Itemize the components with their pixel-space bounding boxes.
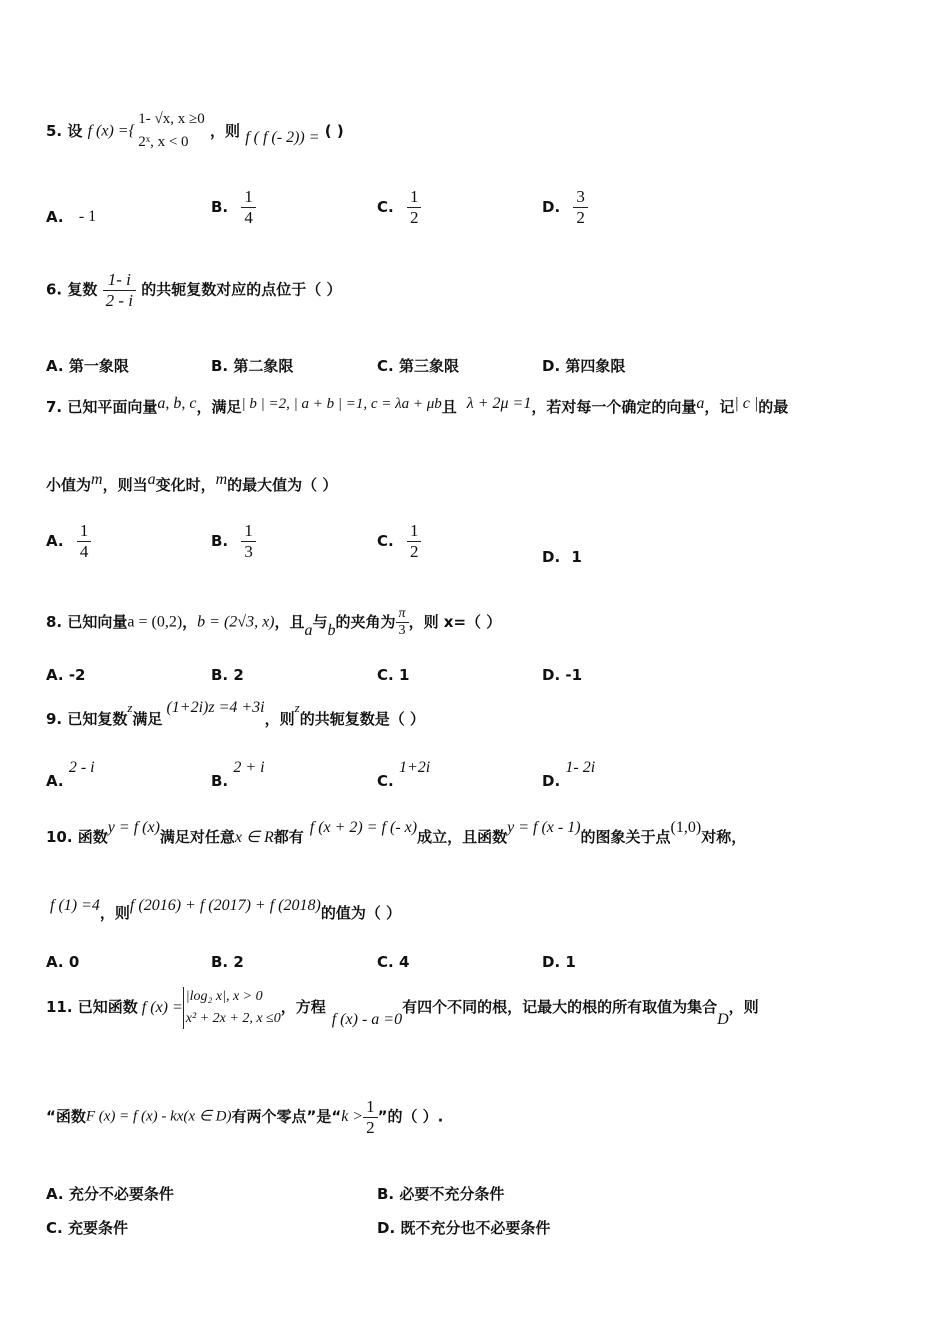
option-value: 2 - i — [68, 759, 95, 776]
option-label: B. — [211, 532, 229, 551]
q7-text-3: ，若对每一个确定的向量 — [531, 398, 697, 416]
fraction-numerator: 3 — [576, 187, 585, 206]
q8-var-a: a — [304, 622, 313, 640]
option-label: B. — [211, 357, 229, 375]
fraction-denominator: 2 — [573, 207, 588, 228]
q7-var-m: m — [91, 471, 103, 488]
q11-set-d: D — [717, 1011, 729, 1029]
q9-option-b[interactable] — [211, 758, 265, 790]
fraction-denominator: 3 — [241, 541, 256, 562]
q8-vector-b: b = (2√3, x) — [197, 613, 275, 631]
q11-piecewise — [186, 986, 281, 1029]
option-label: C. — [377, 532, 394, 551]
q11-k-fraction — [363, 1097, 378, 1137]
q11-function-F: F (x) = f (x) - kx(x ∈ D) — [85, 1108, 232, 1125]
q10-text-1: 满足对任意 — [159, 828, 235, 846]
option-text: 既不充分也不必要条件 — [400, 1219, 551, 1237]
q5-option-a[interactable] — [46, 207, 96, 226]
option-label: B. — [211, 666, 229, 684]
q9-var-z-2: z — [294, 700, 300, 715]
q7-option-b[interactable] — [211, 521, 256, 561]
q6-prefix: 6. 复数 — [46, 280, 98, 299]
q7-text-1: ，满足 — [196, 398, 242, 416]
q7-text-4: ，记 — [704, 398, 735, 416]
question-7-line-2 — [46, 472, 337, 493]
q6-fraction — [103, 270, 136, 310]
q9-text-2: ，则 — [264, 710, 295, 728]
q10-option-c[interactable] — [377, 953, 409, 971]
option-fraction — [573, 187, 588, 227]
q5-option-d[interactable] — [542, 187, 588, 227]
option-text: 第三象限 — [398, 357, 459, 375]
option-label: A. — [46, 1185, 64, 1203]
option-label: A. — [46, 207, 64, 226]
q10-text-5: 对称， — [701, 828, 747, 846]
fraction-numerator: 1- i — [107, 270, 131, 289]
q8-option-c[interactable] — [377, 666, 409, 684]
fraction-denominator: 4 — [77, 541, 92, 562]
option-label: B. — [377, 1185, 395, 1203]
q9-text-1: 满足 — [132, 710, 163, 728]
option-value: - 1 — [78, 207, 97, 225]
fraction-denominator: 2 — [407, 207, 422, 228]
option-label: A. — [46, 772, 64, 790]
fraction-denominator: 2 — [363, 1117, 378, 1138]
option-value: 2 — [233, 666, 244, 684]
option-value: 1- 2i — [565, 759, 596, 776]
q10-option-d[interactable] — [542, 953, 576, 971]
option-label: D. — [377, 1219, 396, 1237]
fraction-numerator: 1 — [409, 187, 419, 206]
q6-option-d[interactable] — [542, 355, 625, 376]
q11-line2-text-3: ”的（ ）. — [377, 1107, 444, 1126]
option-value: 2 + i — [233, 759, 265, 776]
q6-suffix: 的共轭复数对应的点位于（ ） — [141, 280, 342, 299]
q5-option-c[interactable] — [377, 187, 421, 227]
q7-var-a: a — [147, 471, 156, 488]
option-fraction — [241, 521, 256, 561]
q11-equation: f (x) - a =0 — [331, 1011, 403, 1029]
option-text: 充要条件 — [67, 1219, 128, 1237]
q7-option-c[interactable] — [377, 521, 421, 561]
option-value: -1 — [565, 666, 583, 684]
q11-option-d[interactable] — [377, 1217, 550, 1238]
q8-option-d[interactable] — [542, 666, 582, 684]
q7-option-d[interactable] — [542, 548, 582, 566]
fraction-numerator: 1 — [409, 521, 419, 540]
q5-piece-2: 2ˣ, x < 0 — [138, 134, 189, 151]
q7-vectors: a, b, c — [157, 395, 197, 412]
question-11-line-2 — [46, 1097, 443, 1137]
question-6 — [46, 270, 341, 310]
q10-function-2: y = f (x - 1) — [507, 819, 581, 836]
q5-piece-1: 1- √x, x ≥0 — [138, 111, 205, 127]
fraction-numerator: 1 — [244, 187, 253, 206]
q11-prefix: 11. 已知函数 — [46, 998, 138, 1017]
q11-brace — [183, 987, 184, 1029]
option-value: 1 — [565, 953, 576, 971]
q10-point: (1,0) — [670, 819, 702, 836]
q11-text-1: ，方程 — [280, 998, 326, 1017]
question-10-line-2 — [50, 898, 401, 921]
q7-text-2: 且 — [441, 398, 457, 416]
fraction-denominator: 2 — [407, 541, 422, 562]
q8-text-3: 与 — [312, 613, 328, 632]
q8-prefix: 8. 已知向量 — [46, 613, 128, 632]
q10-prefix: 10. 函数 — [46, 828, 108, 846]
q10-option-b[interactable] — [211, 953, 244, 971]
option-value: 1 — [571, 548, 582, 566]
q6-option-a[interactable] — [46, 355, 129, 376]
q7-text-5: 的最 — [758, 398, 789, 416]
option-value: 1 — [398, 666, 410, 684]
q8-text-4: 的夹角为 — [335, 613, 396, 632]
q5-option-b[interactable] — [211, 187, 256, 227]
q11-option-c[interactable] — [46, 1217, 128, 1238]
fraction-numerator: 1 — [366, 1097, 375, 1116]
q10-option-a[interactable] — [46, 953, 79, 971]
q5-function: f (x) ={ — [87, 122, 135, 140]
option-fraction — [407, 521, 422, 561]
q7-option-a[interactable] — [46, 521, 91, 561]
option-text: 充分不必要条件 — [68, 1185, 174, 1203]
fraction-numerator: π — [398, 606, 406, 621]
question-5 — [46, 108, 344, 155]
option-value: 0 — [68, 953, 80, 971]
option-fraction — [407, 187, 422, 227]
q9-option-c[interactable] — [377, 758, 430, 790]
question-7-line-1 — [46, 396, 788, 415]
option-label: B. — [211, 953, 229, 971]
option-label: C. — [377, 772, 394, 790]
q8-var-b: b — [327, 622, 336, 640]
q7-vector-a: a — [696, 395, 705, 412]
fraction-denominator: 3 — [396, 622, 409, 639]
q10-equation: f (x + 2) = f (- x) — [309, 819, 418, 836]
q10-text-7: 的值为（ ） — [320, 904, 402, 922]
q11-line2-text-2: 有两个零点”是“ — [231, 1107, 342, 1126]
q7-line2-text-1: 小值为 — [46, 476, 92, 494]
option-label: A. — [46, 357, 64, 375]
q10-condition: f (1) =4 — [50, 897, 100, 914]
q7-line2-text-4: 的最大值为（ ） — [227, 476, 338, 494]
option-label: B. — [211, 198, 229, 217]
fraction-numerator: 1 — [244, 521, 253, 540]
q10-domain: x ∈ R — [234, 829, 274, 846]
q8-text-2: ，且 — [274, 613, 305, 632]
q11-text-2: 有四个不同的根，记最大的根的所有取值为集合 — [402, 998, 718, 1017]
q5-piecewise — [138, 108, 204, 155]
q5-prefix: 5. 设 — [46, 121, 83, 140]
option-label: D. — [542, 772, 561, 790]
question-8 — [46, 606, 501, 639]
q7-var-m-2: m — [215, 471, 228, 488]
option-text: 第四象限 — [565, 357, 626, 375]
q7-condition: | b | =2, | a + b | =1, c = λa + μb — [241, 396, 442, 412]
q5-suffix: ( ) — [324, 121, 344, 140]
option-label: A. — [46, 666, 64, 684]
q7-line2-text-3: 变化时， — [155, 476, 216, 494]
option-label: C. — [377, 953, 394, 971]
option-label: C. — [377, 666, 394, 684]
option-value: -2 — [68, 666, 86, 684]
option-text: 第一象限 — [68, 357, 129, 375]
q8-angle-fraction — [396, 606, 409, 639]
option-value: 2 — [233, 953, 244, 971]
q10-expression: f (2016) + f (2017) + f (2018) — [129, 897, 321, 914]
q11-piece-2: x² + 2x + 2, x ≤0 — [185, 1010, 281, 1026]
q7-abs-c: | c | — [734, 395, 759, 412]
q10-text-3: 成立，且函数 — [417, 828, 508, 846]
option-label: D. — [542, 666, 561, 684]
option-label: C. — [46, 1219, 63, 1237]
q8-option-b[interactable] — [211, 666, 244, 684]
option-fraction — [77, 521, 92, 561]
option-text: 第二象限 — [233, 357, 294, 375]
q8-text-1: ， — [182, 613, 198, 632]
q5-expression: f ( f (- 2)) = — [245, 128, 320, 146]
option-label: C. — [377, 357, 394, 375]
option-label: B. — [211, 772, 229, 790]
q5-mid-text: ，则 — [209, 121, 240, 140]
q6-option-c[interactable] — [377, 355, 459, 376]
fraction-denominator: 2 - i — [103, 290, 136, 311]
q8-vector-a: a = (0,2) — [127, 613, 183, 631]
question-11-line-1 — [46, 986, 759, 1029]
fraction-numerator: 1 — [79, 521, 89, 540]
option-label: A. — [46, 532, 64, 551]
q9-var-z: z — [127, 700, 133, 715]
option-label: A. — [46, 953, 64, 971]
q11-k-condition: k > — [341, 1108, 364, 1126]
option-value: 1+2i — [398, 759, 431, 776]
option-label: C. — [377, 198, 394, 217]
q11-text-3: ，则 — [728, 998, 759, 1017]
q9-equation: (1+2i)z =4 +3i — [166, 699, 265, 716]
q8-option-a[interactable] — [46, 666, 86, 684]
q10-text-4: 的图象关于点 — [580, 828, 671, 846]
option-label: D. — [542, 953, 561, 971]
q6-option-b[interactable] — [211, 355, 293, 376]
q8-text-5: ，则 x=（ ） — [408, 613, 502, 632]
q11-line2-text-1: “函数 — [46, 1107, 86, 1126]
q11-function: f (x) = — [141, 998, 183, 1016]
q10-function-1: y = f (x) — [107, 819, 160, 836]
option-text: 必要不充分条件 — [399, 1185, 505, 1203]
q7-line2-text-2: ，则当 — [102, 476, 148, 494]
q10-text-2: 都有 — [273, 828, 304, 846]
question-10-line-1 — [46, 820, 746, 846]
option-value: 4 — [398, 953, 410, 971]
q7-prefix: 7. 已知平面向量 — [46, 398, 158, 416]
q11-piece-1: |log₂ x|, x > 0 — [185, 989, 263, 1004]
q9-prefix: 9. 已知复数 — [46, 710, 128, 728]
fraction-denominator: 4 — [241, 207, 256, 228]
q11-option-a[interactable] — [46, 1183, 174, 1204]
option-label: D. — [542, 357, 561, 375]
q11-option-b[interactable] — [377, 1183, 504, 1204]
option-fraction — [241, 187, 256, 227]
q7-condition-2: λ + 2μ =1 — [466, 395, 532, 412]
option-label: D. — [542, 548, 561, 566]
q9-option-a[interactable] — [46, 758, 95, 790]
question-9 — [46, 700, 425, 727]
q9-text-3: 的共轭复数是（ ） — [299, 710, 425, 728]
q10-text-6: ，则 — [99, 904, 130, 922]
q9-option-d[interactable] — [542, 758, 595, 790]
option-label: D. — [542, 198, 561, 217]
